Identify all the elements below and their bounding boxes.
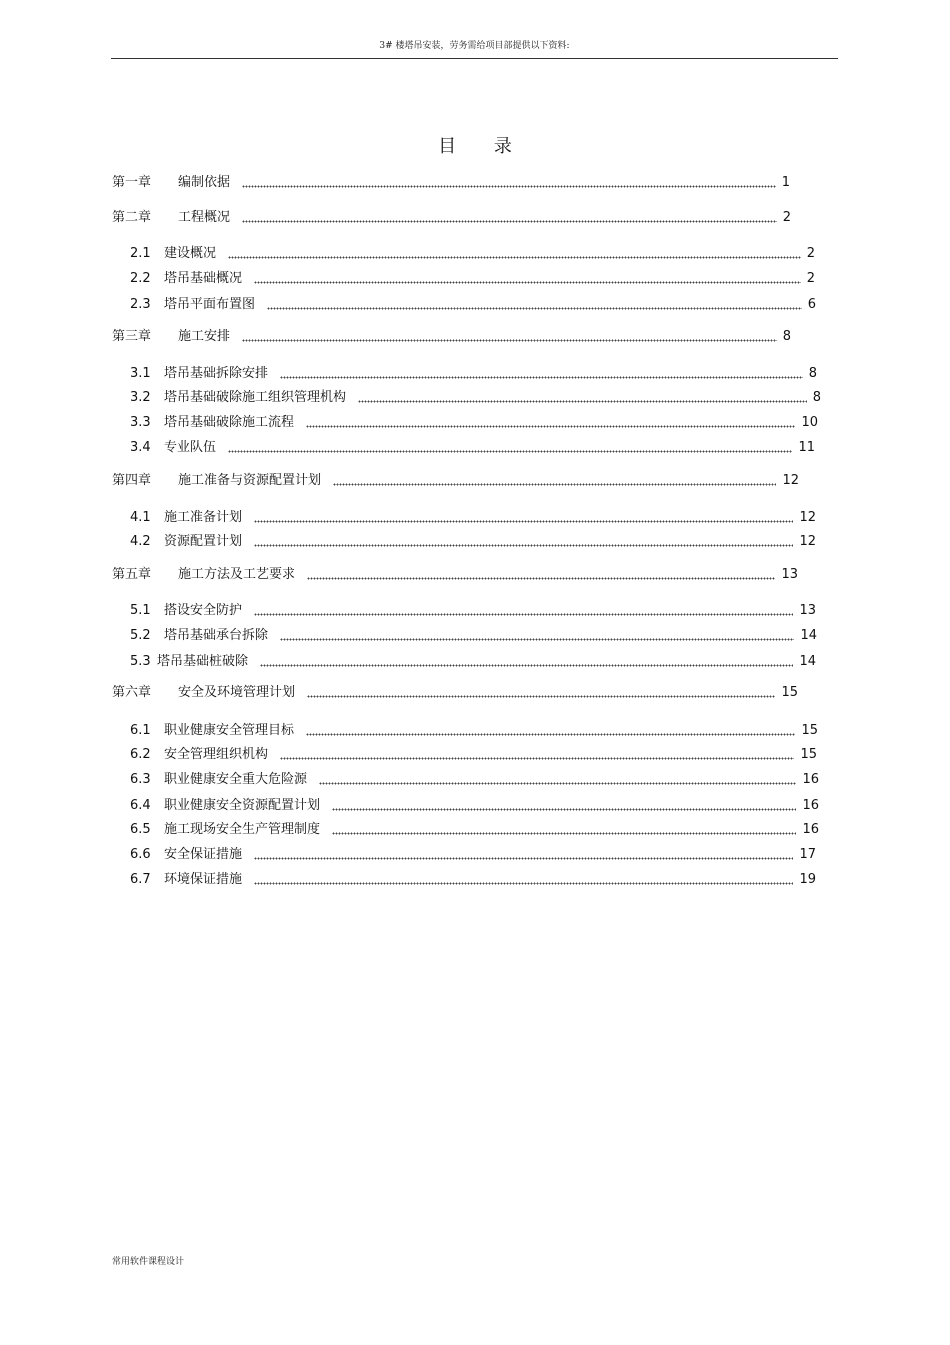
toc-entry-3-4[interactable] bbox=[130, 439, 815, 457]
toc-entry-5-1[interactable] bbox=[130, 602, 816, 620]
toc-entry-label: 施工方法及工艺要求 bbox=[178, 567, 296, 582]
toc-title: 目 录 bbox=[438, 136, 528, 157]
toc-entry-ch5[interactable] bbox=[112, 566, 798, 584]
dot-leader bbox=[242, 185, 776, 188]
toc-entry-label: 塔吊基础破除施工流程 bbox=[164, 415, 295, 430]
toc-entry-ch1[interactable] bbox=[112, 174, 790, 192]
toc-entry-2-2[interactable] bbox=[130, 270, 815, 288]
dot-leader bbox=[333, 483, 776, 486]
toc-entry-label: 编制依据 bbox=[178, 175, 231, 190]
toc-entry-label: 塔吊平面布置图 bbox=[164, 297, 256, 312]
toc-entry-page: 1 bbox=[781, 175, 790, 190]
dot-leader bbox=[267, 307, 802, 310]
toc-entry-label: 施工安排 bbox=[178, 329, 231, 344]
toc-entry-label: 环境保证措施 bbox=[164, 872, 243, 887]
toc-entry-number: 5.2 bbox=[130, 628, 151, 643]
toc-entry-number: 3.3 bbox=[130, 415, 151, 430]
toc-entry-number: 2.1 bbox=[130, 246, 151, 261]
dot-leader bbox=[254, 281, 801, 284]
page-footer: 常用软件课程设计 bbox=[112, 1257, 185, 1267]
dot-leader bbox=[280, 757, 794, 760]
dot-leader bbox=[242, 220, 777, 223]
toc-entry-page: 13 bbox=[781, 567, 798, 582]
toc-entry-page: 16 bbox=[802, 772, 819, 787]
toc-entry-label: 塔吊基础拆除安排 bbox=[164, 366, 269, 381]
toc-entry-label: 工程概况 bbox=[178, 210, 231, 225]
toc-entry-label: 安全管理组织机构 bbox=[164, 747, 269, 762]
toc-entry-page: 12 bbox=[782, 473, 799, 488]
toc-entry-page: 16 bbox=[802, 798, 819, 813]
dot-leader bbox=[260, 664, 793, 667]
dot-leader bbox=[306, 733, 795, 736]
toc-entry-page: 10 bbox=[801, 415, 818, 430]
toc-entry-6-3[interactable] bbox=[130, 771, 819, 789]
toc-entry-page: 11 bbox=[798, 440, 815, 455]
dot-leader bbox=[306, 425, 795, 428]
toc-entry-number: 5.1 bbox=[130, 603, 151, 618]
toc-entry-number: 2.3 bbox=[130, 297, 151, 312]
toc-entry-label: 施工准备计划 bbox=[164, 510, 243, 525]
dot-leader bbox=[319, 782, 796, 785]
toc-entry-number: 第四章 bbox=[112, 473, 152, 488]
toc-entry-number: 6.7 bbox=[130, 872, 151, 887]
toc-entry-4-2[interactable] bbox=[130, 533, 816, 551]
toc-entry-ch2[interactable] bbox=[112, 209, 791, 227]
toc-entry-label: 建设概况 bbox=[164, 246, 217, 261]
toc-entry-number: 2.2 bbox=[130, 271, 151, 286]
toc-entry-number: 第三章 bbox=[112, 329, 152, 344]
toc-entry-5-2[interactable] bbox=[130, 627, 817, 645]
toc-entry-3-1[interactable] bbox=[130, 365, 817, 383]
toc-entry-page: 19 bbox=[799, 872, 816, 887]
toc-entry-page: 15 bbox=[781, 685, 798, 700]
page-header: 3# 楼塔吊安装，劳务需给项目部提供以下资料: bbox=[379, 41, 570, 51]
toc-entry-label: 职业健康安全资源配置计划 bbox=[164, 798, 321, 813]
toc-entry-ch4[interactable] bbox=[112, 472, 799, 490]
toc-entry-page: 13 bbox=[799, 603, 816, 618]
toc-entry-6-6[interactable] bbox=[130, 846, 816, 864]
toc-entry-label: 塔吊基础概况 bbox=[164, 271, 243, 286]
dot-leader bbox=[254, 857, 793, 860]
toc-entry-label: 职业健康安全重大危险源 bbox=[164, 772, 308, 787]
toc-entry-page: 8 bbox=[812, 390, 821, 405]
toc-entry-page: 12 bbox=[799, 510, 816, 525]
toc-entry-6-7[interactable] bbox=[130, 871, 816, 889]
dot-leader bbox=[280, 638, 794, 641]
toc-entry-2-3[interactable] bbox=[130, 296, 816, 314]
toc-entry-page: 15 bbox=[801, 723, 818, 738]
toc-entry-page: 2 bbox=[806, 246, 815, 261]
toc-entry-page: 12 bbox=[799, 534, 816, 549]
toc-entry-number: 第二章 bbox=[112, 210, 152, 225]
dot-leader bbox=[228, 256, 801, 259]
toc-entry-page: 6 bbox=[807, 297, 816, 312]
toc-entry-label: 塔吊基础桩破除 bbox=[157, 654, 249, 669]
toc-entry-ch6[interactable] bbox=[112, 684, 798, 702]
toc-entry-number: 4.2 bbox=[130, 534, 151, 549]
toc-entry-label: 搭设安全防护 bbox=[164, 603, 243, 618]
toc-entry-6-2[interactable] bbox=[130, 746, 817, 764]
toc-entry-label: 安全保证措施 bbox=[164, 847, 243, 862]
dot-leader bbox=[254, 520, 793, 523]
toc-entry-page: 17 bbox=[799, 847, 816, 862]
toc-entry-number: 6.2 bbox=[130, 747, 151, 762]
toc-entry-2-1[interactable] bbox=[130, 245, 815, 263]
dot-leader bbox=[228, 450, 792, 453]
toc-entry-number: 6.5 bbox=[130, 822, 151, 837]
toc-entry-6-1[interactable] bbox=[130, 722, 818, 740]
toc-entry-number: 6.3 bbox=[130, 772, 151, 787]
toc-entry-label: 塔吊基础承台拆除 bbox=[164, 628, 269, 643]
toc-entry-number: 第六章 bbox=[112, 685, 152, 700]
toc-entry-number: 3.4 bbox=[130, 440, 151, 455]
dot-leader bbox=[280, 376, 803, 379]
toc-entry-page: 15 bbox=[800, 747, 817, 762]
dot-leader bbox=[254, 544, 793, 547]
dot-leader bbox=[242, 339, 777, 342]
toc-entry-number: 第五章 bbox=[112, 567, 152, 582]
toc-entry-number: 6.6 bbox=[130, 847, 151, 862]
toc-entry-6-4[interactable] bbox=[130, 797, 819, 815]
toc-entry-label: 职业健康安全管理目标 bbox=[164, 723, 295, 738]
toc-entry-page: 14 bbox=[799, 654, 816, 669]
toc-entry-number: 3.1 bbox=[130, 366, 151, 381]
toc-entry-number: 6.1 bbox=[130, 723, 151, 738]
header-rule bbox=[111, 58, 838, 59]
dot-leader bbox=[332, 808, 796, 811]
dot-leader bbox=[254, 613, 793, 616]
dot-leader bbox=[254, 882, 793, 885]
toc-entry-label: 施工准备与资源配置计划 bbox=[178, 473, 322, 488]
toc-entry-label: 资源配置计划 bbox=[164, 534, 243, 549]
toc-entry-label: 施工现场安全生产管理制度 bbox=[164, 822, 321, 837]
toc-entry-label: 专业队伍 bbox=[164, 440, 217, 455]
toc-entry-page: 2 bbox=[782, 210, 791, 225]
toc-entry-page: 16 bbox=[802, 822, 819, 837]
toc-entry-4-1[interactable] bbox=[130, 509, 816, 527]
dot-leader bbox=[307, 695, 775, 698]
toc-entry-3-3[interactable] bbox=[130, 414, 818, 432]
toc-entry-number: 5.3 bbox=[130, 654, 151, 669]
toc-entry-page: 8 bbox=[782, 329, 791, 344]
toc-entry-number: 第一章 bbox=[112, 175, 152, 190]
toc-entry-3-2[interactable] bbox=[130, 389, 821, 407]
toc-entry-5-3[interactable] bbox=[130, 653, 816, 671]
toc-entry-label: 安全及环境管理计划 bbox=[178, 685, 296, 700]
dot-leader bbox=[332, 832, 796, 835]
toc-entry-number: 3.2 bbox=[130, 390, 151, 405]
toc-entry-page: 2 bbox=[806, 271, 815, 286]
dot-leader bbox=[307, 577, 775, 580]
toc-entry-6-5[interactable] bbox=[130, 821, 819, 839]
toc-entry-number: 4.1 bbox=[130, 510, 151, 525]
toc-entry-label: 塔吊基础破除施工组织管理机构 bbox=[164, 390, 347, 405]
toc-entry-page: 8 bbox=[808, 366, 817, 381]
toc-entry-ch3[interactable] bbox=[112, 328, 791, 346]
dot-leader bbox=[358, 400, 807, 403]
toc-entry-page: 14 bbox=[800, 628, 817, 643]
toc-entry-number: 6.4 bbox=[130, 798, 151, 813]
